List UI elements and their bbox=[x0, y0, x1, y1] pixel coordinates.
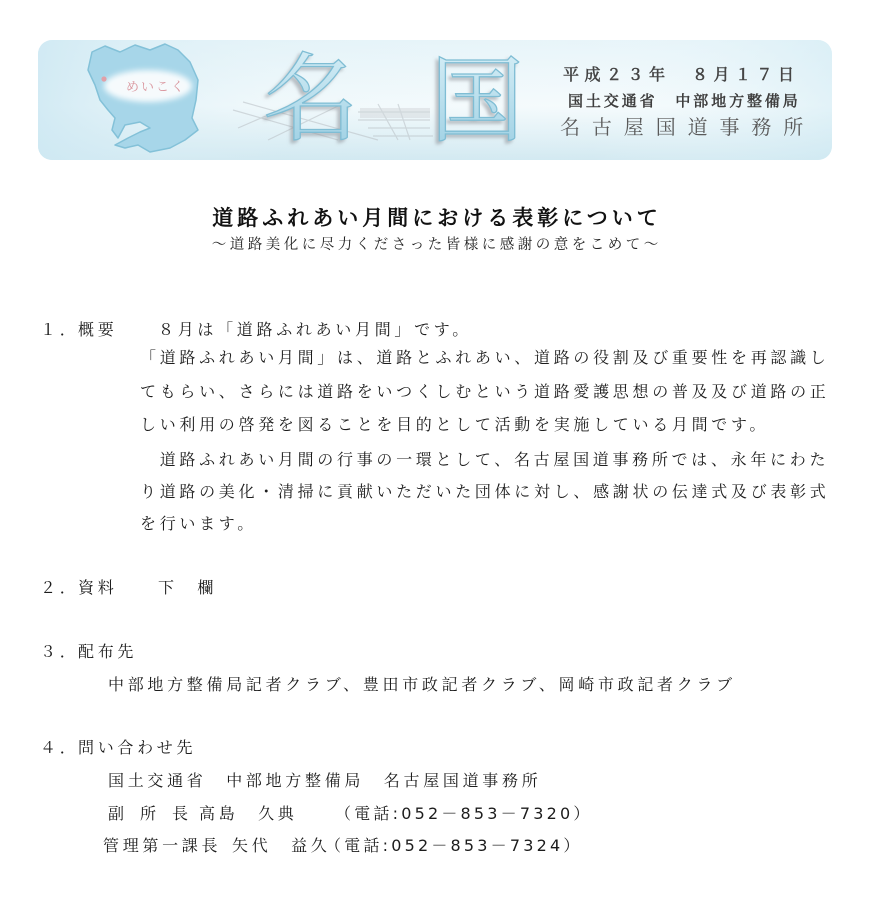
issuer-ministry: 国土交通省 中部地方整備局 bbox=[568, 92, 801, 110]
release-date: 平成２３年 ８月１７日 bbox=[563, 65, 800, 84]
contact-organization: 国土交通省 中部地方整備局 名古屋国道事務所 bbox=[108, 771, 542, 790]
overview-line: り道路の美化・清掃に貢献いただいた団体に対し、感謝状の伝達式及び表彰式 bbox=[140, 482, 830, 501]
overview-line: 「道路ふれあい月間」は、道路とふれあい、道路の役割及び重要性を再認識し bbox=[140, 348, 830, 367]
section-label: 問い合わせ先 bbox=[78, 738, 197, 757]
section-label: 資料 bbox=[78, 578, 118, 597]
map-label-dot bbox=[101, 76, 106, 81]
section-contact bbox=[0, 738, 870, 856]
section-number: ４． bbox=[40, 738, 80, 757]
page-subtitle: ～道路美化に尽力くださった皆様に感謝の意をこめて～ bbox=[211, 237, 662, 253]
page-title: 道路ふれあい月間における表彰について bbox=[212, 206, 662, 230]
logo-char-koku: 国 bbox=[429, 47, 525, 156]
distribution-list: 中部地方整備局記者クラブ、豊田市政記者クラブ、岡崎市政記者クラブ bbox=[108, 675, 736, 694]
contact-row bbox=[0, 836, 870, 856]
section-number: ２． bbox=[40, 578, 80, 597]
overview-line: 道路ふれあい月間の行事の一環として、名古屋国道事務所では、永年にわた bbox=[140, 450, 830, 469]
overview-lead: ８月は「道路ふれあい月間」です。 bbox=[158, 320, 472, 339]
issuer-office: 名古屋国道事務所 bbox=[560, 115, 816, 139]
section-distribution bbox=[0, 642, 870, 695]
section-number: １． bbox=[40, 320, 80, 339]
contact-row bbox=[0, 804, 870, 824]
logo-char-na: 名 bbox=[263, 43, 359, 155]
contact-role: 管理第一課長 bbox=[103, 836, 222, 855]
contact-name: 矢代 益久 bbox=[232, 836, 331, 855]
overview-line: を行います。 bbox=[140, 514, 257, 533]
section-label: 配布先 bbox=[78, 642, 138, 661]
contact-phone: （電話:052－853－7324） bbox=[325, 836, 583, 855]
materials-value: 下 欄 bbox=[158, 578, 218, 597]
map-label-text: めいこく bbox=[125, 80, 187, 95]
contact-phone: （電話:052－853－7320） bbox=[335, 804, 593, 823]
contact-role: 副 所 長 bbox=[108, 804, 192, 823]
overview-line: しい利用の啓発を図ることを目的として活動を実施している月間です。 bbox=[140, 415, 770, 434]
section-overview bbox=[0, 320, 870, 534]
overview-line: てもらい、さらには道路をいつくしむという道路愛護思想の普及及び道路の正 bbox=[140, 382, 830, 401]
section-number: ３． bbox=[40, 642, 80, 661]
header-banner bbox=[38, 40, 832, 160]
section-label: 概要 bbox=[78, 320, 118, 339]
section-materials bbox=[0, 578, 870, 598]
contact-name: 高島 久典 bbox=[199, 804, 298, 823]
